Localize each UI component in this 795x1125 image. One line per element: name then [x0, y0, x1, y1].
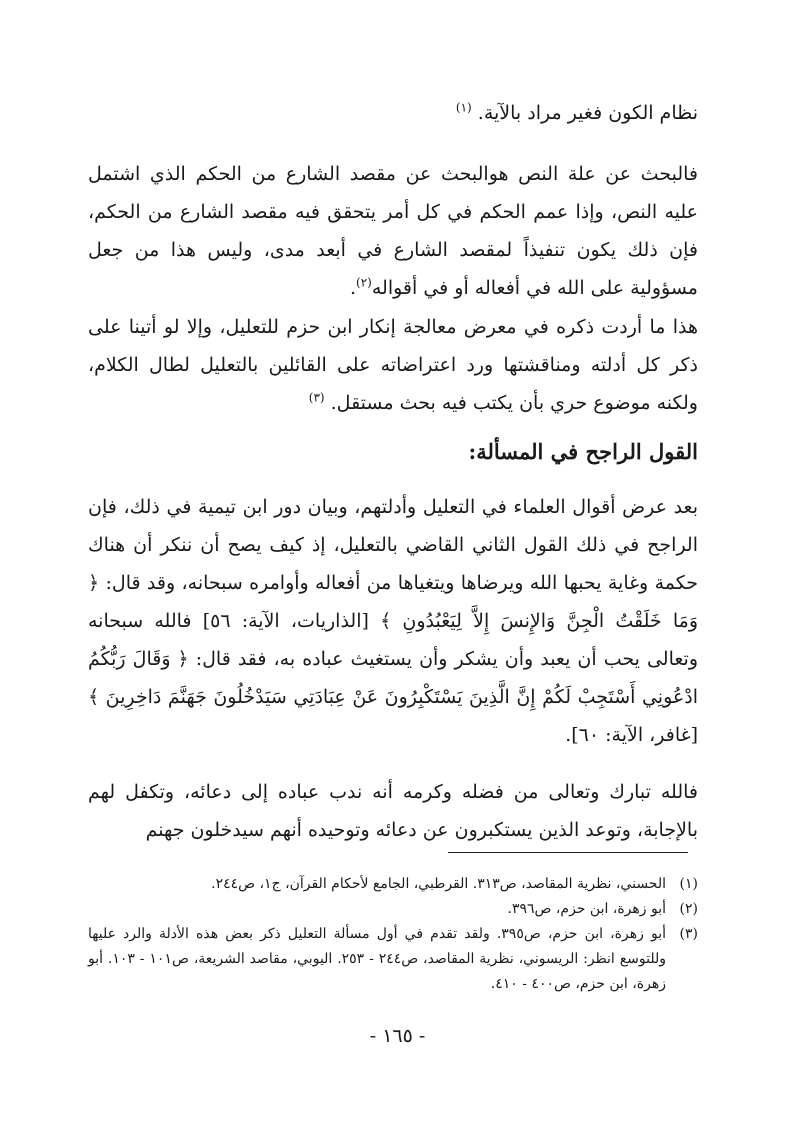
paragraph-text: فالله تبارك وتعالى من فضله وكرمه أنه ندب عباده إلى دعائه، وتكفل لهم بالإجابة، وتوعد الذين يستكبرون عن دعائه وتوحيده أنهم سيدخلون جهنم [88, 781, 698, 841]
footnote-separator [448, 852, 688, 853]
paragraph-continuation [88, 94, 698, 132]
footnote-text: أبو زهرة، ابن حزم، ص٣٩٥. ولقد تقدم في أول مسألة التعليل ذكر بعض هذه الأدلة والرد عليها وللتوسع انظر: الريسوني، نظرية المقاصد، ص٢٤٤ - ٢٥٣. اليوبي، مقاصد الشريعة، ص١٠١ - ١٠٣. أبو زهرة، ابن حزم، ص٤٠٠ - ٤١٠. [88, 926, 666, 992]
footnote-text: أبو زهرة، ابن حزم، ص٣٩٦. [507, 901, 666, 917]
paragraph-text: نظام الكون فغير مراد بالآية. [477, 102, 698, 124]
paragraph-end: . [349, 277, 357, 299]
paragraph-2 [88, 308, 698, 422]
footnote-number: (٣) [679, 926, 698, 942]
paragraph-3 [88, 488, 698, 754]
paragraph-text: بعد عرض أقوال العلماء في التعليل وأدلتهم، وبيان دور ابن تيمية في ذلك، فإن الراجح في ذلك القول الثاني القاضي بالتعليل، إذ كيف يصح أن ننكر أن هناك حكمة وغاية يحبها الله ويرضاها ويتغياها من أفعاله وأوامره سبحانه، وقد قال: ﴿ وَمَا خَلَقْتُ الْجِنَّ وَالإِنسَ إِلاَّ لِيَعْبُدُونِ ﴾ [الذاريات، الآية: ٥٦] فالله سبحانه وتعالى يحب أن يعبد وأن يشكر وأن يستغيث عباده به، فقد قال: ﴿ وَقَالَ رَبُّكُمُ ادْعُونِي أَسْتَجِبْ لَكُمْ إِنَّ الَّذِينَ يَسْتَكْبِرُونَ عَنْ عِبَادَتِي سَيَدْخُلُونَ جَهَنَّمَ دَاخِرِينَ ﴾ [غافر، الآية: ٦٠]. [88, 496, 698, 746]
footnote-reference: (١) [455, 100, 472, 115]
footnote-reference: (٢) [356, 275, 372, 290]
section-heading: القول الراجح في المسألة: [468, 439, 698, 464]
footnote-item [88, 872, 698, 897]
footnote-item [88, 897, 698, 922]
footnote-item [88, 922, 698, 997]
footnote-text: الحسني، نظرية المقاصد، ص٣١٣. القرطبي، الجامع لأحكام القرآن، ج١، ص٢٤٤. [211, 876, 666, 892]
footnote-reference: (٣) [308, 390, 325, 405]
paragraph-1 [88, 155, 698, 307]
paragraph-4 [88, 773, 698, 849]
footnote-number: (١) [679, 876, 698, 892]
paragraph-text: فالبحث عن علة النص هوالبحث عن مقصد الشارع من الحكم الذي اشتمل عليه النص، وإذا عمم الحكم في كل أمر يتحقق فيه مقصد الشارع من الحكم، فإن ذلك يكون تنفيذاً لمقصد الشارع في أبعد مدى، وليس هذا من جعل مسؤولية على الله في أفعاله أو في أقواله [88, 163, 698, 299]
paragraph-text: هذا ما أردت ذكره في معرض معالجة إنكار ابن حزم للتعليل، وإلا لو أتينا على ذكر كل أدلته ومناقشتها ورد اعتراضاته على القائلين بالتعليل لطال الكلام، ولكنه موضوع حري بأن يكتب فيه بحث مستقل. [88, 316, 698, 414]
page-number: - ١٦٥ - [369, 1025, 426, 1047]
footnotes [88, 872, 698, 997]
footnote-number: (٢) [679, 901, 698, 917]
